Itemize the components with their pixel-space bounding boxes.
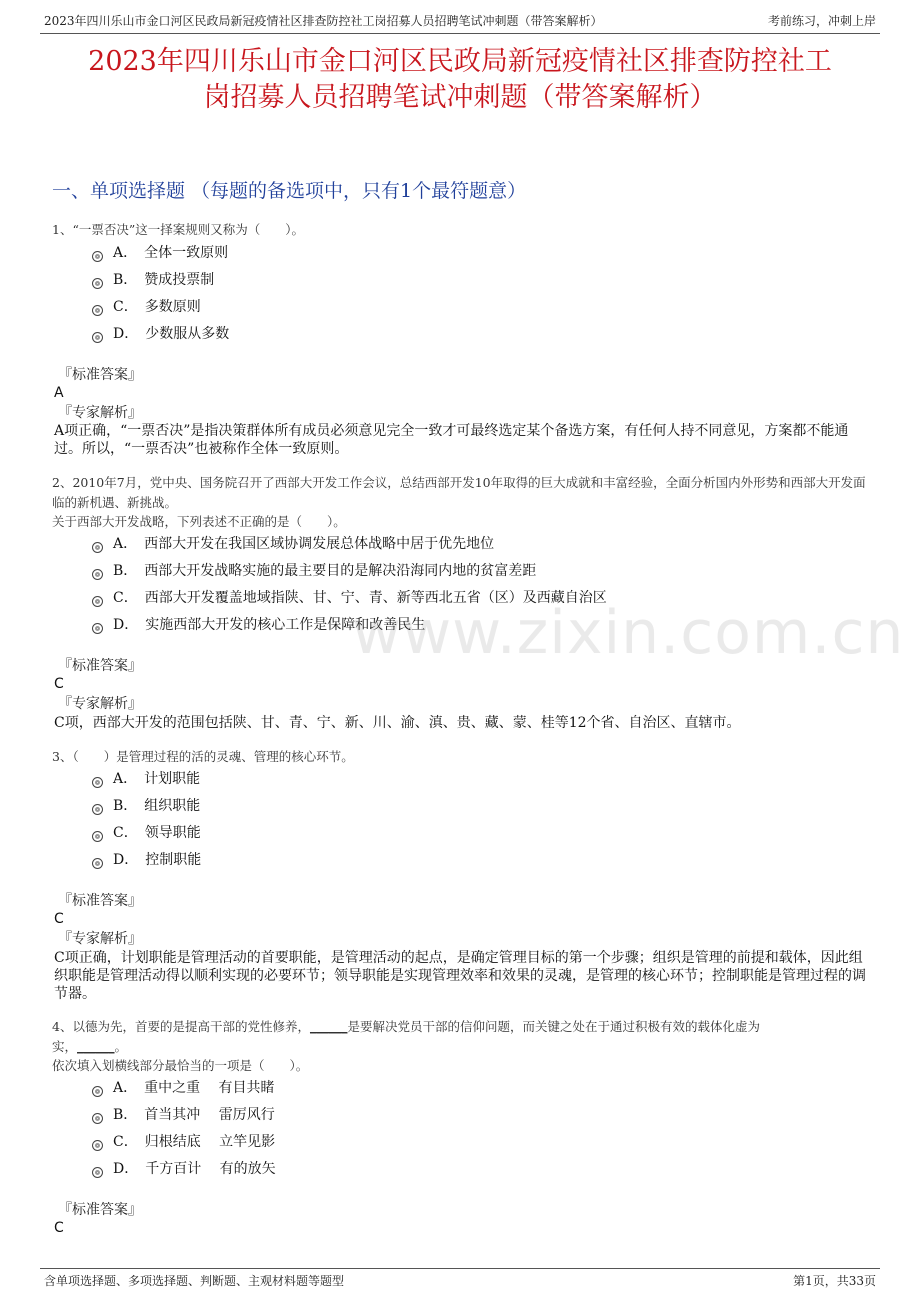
question-2-prompt: 关于西部大开发战略，下列表述不正确的是（ ）。 (52, 514, 346, 529)
footer-page-number: 第1页，共33页 (793, 1274, 876, 1288)
radio-icon[interactable] (92, 596, 103, 607)
answer-label: 『标准答案』 (58, 367, 142, 383)
question-1-answer: A (54, 385, 64, 401)
section-heading: 一、单项选择题 （每题的备选项中，只有1个最符题意） (52, 180, 527, 202)
radio-icon[interactable] (92, 1113, 103, 1124)
radio-icon[interactable] (92, 569, 103, 580)
radio-icon[interactable] (92, 831, 103, 842)
title-line-2: 岗招募人员招聘笔试冲刺题（带答案解析） (203, 82, 717, 113)
page-title (40, 44, 880, 116)
radio-icon[interactable] (92, 332, 103, 343)
question-4-prompt: 依次填入划横线部分最恰当的一项是（ ）。 (52, 1058, 309, 1073)
question-4-option-b[interactable]: B． 首当其冲 雷厉风行 (92, 1105, 275, 1125)
question-1-option-d[interactable]: D． 少数服从多数 (92, 324, 229, 344)
answer-label: 『标准答案』 (58, 1202, 142, 1218)
question-4-option-d[interactable]: D． 千方百计 有的放矢 (92, 1159, 276, 1179)
radio-icon[interactable] (92, 278, 103, 289)
footer-question-types: 含单项选择题、多项选择题、判断题、主观材料题等题型 (44, 1274, 345, 1288)
question-1-option-a[interactable]: A． 全体一致原则 (92, 243, 228, 263)
question-4-option-a[interactable]: A． 重中之重 有目共睹 (92, 1078, 275, 1098)
question-1-option-c[interactable]: C． 多数原则 (92, 297, 201, 317)
radio-icon[interactable] (92, 777, 103, 788)
question-3-option-d[interactable]: D． 控制职能 (92, 850, 201, 870)
question-2-option-c[interactable]: C． 西部大开发覆盖地域指陕、甘、宁、青、新等西北五省（区）及西藏自治区 (92, 588, 607, 608)
question-3-option-c[interactable]: C． 领导职能 (92, 823, 201, 843)
answer-label: 『标准答案』 (58, 893, 142, 909)
answer-label: 『标准答案』 (58, 658, 142, 674)
question-2-option-a[interactable]: A． 西部大开发在我国区域协调发展总体战略中居于优先地位 (92, 534, 494, 554)
question-2-stem: 2、2010年7月，党中央、国务院召开了西部大开发工作会议，总结西部开发10年取得的巨大成就和丰富经验，全面分析国内外形势和西部大开发面临的新机遇、新挑战。 (52, 475, 866, 510)
question-3-analysis: C项正确，计划职能是管理活动的首要职能，是管理活动的起点，是确定管理目标的第一个步骤；组织是管理的前提和载体，因此组织职能是管理活动得以顺利实现的必要环节；领导职能是实现管理效率和效果的灵魂，是管理的核心环节；控制职能是管理过程的调节器。 (54, 950, 866, 1002)
analysis-label: 『专家解析』 (58, 931, 142, 947)
question-2-option-b[interactable]: B． 西部大开发战略实施的最主要目的是解决沿海同内地的贫富差距 (92, 561, 536, 581)
question-3-answer: C (54, 911, 64, 927)
title-line-1: 2023年四川乐山市金口河区民政局新冠疫情社区排查防控社工 (88, 46, 832, 77)
analysis-label: 『专家解析』 (58, 696, 142, 712)
radio-icon[interactable] (92, 1086, 103, 1097)
question-1-analysis: A项正确，“一票否决”是指决策群体所有成员必须意见完全一致才可最终选定某个备选方案，有任何人持不同意见，方案都不能通过。所以，“一票否决”也被称作全体一致原则。 (54, 423, 849, 457)
blank-2: ______ (77, 1039, 115, 1054)
blank-1: ______ (309, 1019, 348, 1034)
footer-divider (40, 1268, 880, 1269)
radio-icon[interactable] (92, 251, 103, 262)
header-doc-title: 2023年四川乐山市金口河区民政局新冠疫情社区排查防控社工岗招募人员招聘笔试冲刺题（带答案解析） (44, 14, 603, 28)
radio-icon[interactable] (92, 305, 103, 316)
header-divider (40, 33, 880, 34)
question-3-option-a[interactable]: A． 计划职能 (92, 769, 200, 789)
question-2-option-d[interactable]: D． 实施西部大开发的核心工作是保障和改善民生 (92, 615, 425, 635)
radio-icon[interactable] (92, 858, 103, 869)
radio-icon[interactable] (92, 1140, 103, 1151)
radio-icon[interactable] (92, 623, 103, 634)
radio-icon[interactable] (92, 542, 103, 553)
radio-icon[interactable] (92, 804, 103, 815)
question-2-answer: C (54, 676, 64, 692)
header-slogan: 考前练习，冲刺上岸 (767, 14, 876, 28)
question-3-option-b[interactable]: B． 组织职能 (92, 796, 200, 816)
question-4-stem: 4、以德为先，首要的是提高干部的党性修养，______是要解决党员干部的信仰问题，而关键之处在于通过积极有效的载体化虚为 (52, 1019, 760, 1034)
question-4-answer: C (54, 1220, 64, 1236)
question-4-option-c[interactable]: C． 归根结底 立竿见影 (92, 1132, 275, 1152)
radio-icon[interactable] (92, 1167, 103, 1178)
question-1-stem: 1、“一票否决”这一择案规则又称为（ ）。 (52, 222, 304, 237)
question-1-option-b[interactable]: B． 赞成投票制 (92, 270, 214, 290)
question-3-stem: 3、（ ）是管理过程的活的灵魂、管理的核心环节。 (52, 749, 354, 764)
question-2-analysis: C项，西部大开发的范围包括陕、甘、青、宁、新、川、渝、滇、贵、藏、蒙、桂等12个省、自治区、直辖市。 (54, 715, 741, 731)
question-4-stem-cont: 实，______。 (52, 1039, 128, 1054)
analysis-label: 『专家解析』 (58, 405, 142, 421)
watermark: www.zixin.com.cn (352, 598, 905, 668)
